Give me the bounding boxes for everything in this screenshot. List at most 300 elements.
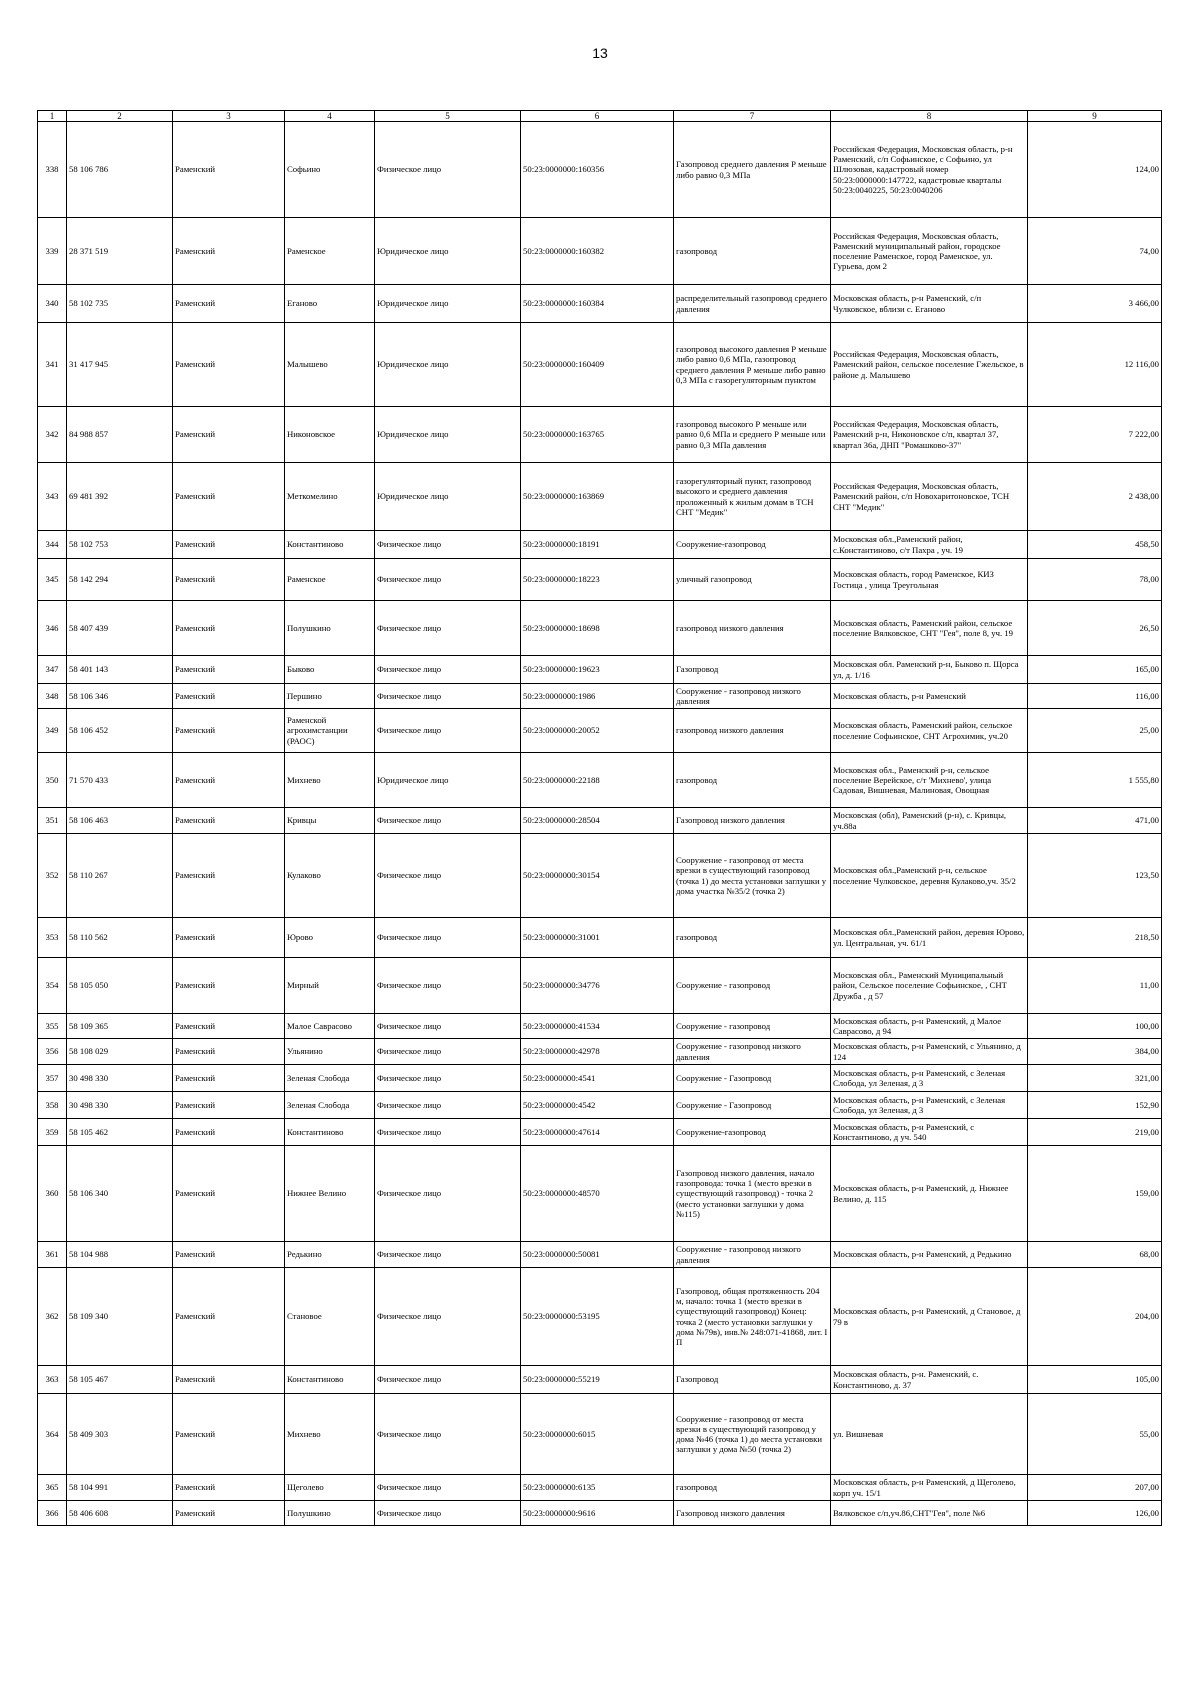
table-cell-col5: Физическое лицо — [375, 1065, 521, 1092]
table-cell-col9: 116,00 — [1028, 684, 1162, 709]
table-cell-col1: 341 — [38, 323, 67, 407]
table-cell-col7: Газопровод среднего давления Р меньше либо равно 0,3 МПа — [674, 122, 831, 218]
table-cell-col8: Московская область, город Раменское, КИЗ Гостица , улица Треугольная — [831, 559, 1028, 601]
table-cell-col9: 55,00 — [1028, 1394, 1162, 1475]
table-cell-col3: Раменский — [173, 834, 285, 918]
table-row — [38, 1014, 1162, 1039]
table-cell-col5: Физическое лицо — [375, 601, 521, 656]
table-cell-col5: Физическое лицо — [375, 1039, 521, 1065]
table-cell-col4: Быково — [285, 656, 375, 684]
table-cell-col6: 50:23:0000000:48570 — [521, 1146, 674, 1242]
registry-table — [37, 110, 1162, 1526]
table-cell-col3: Раменский — [173, 323, 285, 407]
table-cell-col1: 349 — [38, 709, 67, 753]
table-cell-col8: Вялковское с/п,уч.86,СНТ"Гея", поле №6 — [831, 1501, 1028, 1526]
table-cell-col2: 58 406 608 — [67, 1501, 173, 1526]
table-cell-col5: Юридическое лицо — [375, 407, 521, 463]
table-cell-col7: Сооружение - газопровод низкого давления — [674, 684, 831, 709]
table-cell-col3: Раменский — [173, 1039, 285, 1065]
table-cell-col5: Физическое лицо — [375, 1475, 521, 1501]
table-cell-col7: газопровод низкого давления — [674, 601, 831, 656]
table-cell-col9: 124,00 — [1028, 122, 1162, 218]
table-row — [38, 1039, 1162, 1065]
table-cell-col9: 12 116,00 — [1028, 323, 1162, 407]
table-cell-col7: Сооружение - Газопровод — [674, 1065, 831, 1092]
table-cell-col5: Физическое лицо — [375, 1394, 521, 1475]
table-cell-col8: Московская (обл), Раменский (р-н), с. Кривцы, уч.88а — [831, 808, 1028, 834]
table-cell-col9: 2 438,00 — [1028, 463, 1162, 531]
table-cell-col2: 58 105 050 — [67, 958, 173, 1014]
table-cell-col1: 357 — [38, 1065, 67, 1092]
table-cell-col2: 31 417 945 — [67, 323, 173, 407]
table-cell-col8: Московская область, р-н Раменский, с/п Чулковское, вблизи с. Еганово — [831, 285, 1028, 323]
table-cell-col5: Юридическое лицо — [375, 285, 521, 323]
table-row — [38, 218, 1162, 285]
table-cell-col4: Мирный — [285, 958, 375, 1014]
table-cell-col5: Физическое лицо — [375, 1268, 521, 1366]
table-cell-col2: 58 105 467 — [67, 1366, 173, 1394]
table-cell-col8: Московская область, Раменский район, сельское поселение Софьинское, СНТ Агрохимик, уч.20 — [831, 709, 1028, 753]
table-cell-col7: газопровод высокого Р меньше или равно 0,6 МПа и среднего Р меньше или равно 0,3 МПа давления — [674, 407, 831, 463]
table-cell-col5: Юридическое лицо — [375, 753, 521, 808]
table-cell-col7: газопровод — [674, 918, 831, 958]
table-cell-col2: 58 109 340 — [67, 1268, 173, 1366]
table-cell-col1: 353 — [38, 918, 67, 958]
table-cell-col6: 50:23:0000000:160356 — [521, 122, 674, 218]
table-cell-col5: Физическое лицо — [375, 834, 521, 918]
table-cell-col9: 126,00 — [1028, 1501, 1162, 1526]
table-cell-col8: Московская обл.,Раменский район, деревня Юрово, ул. Центральная, уч. 61/1 — [831, 918, 1028, 958]
table-row — [38, 1146, 1162, 1242]
table-cell-col1: 344 — [38, 531, 67, 559]
table-cell-col1: 343 — [38, 463, 67, 531]
table-row — [38, 323, 1162, 407]
table-cell-col6: 50:23:0000000:163869 — [521, 463, 674, 531]
table-cell-col8: Московская область, р-н Раменский — [831, 684, 1028, 709]
table-cell-col9: 1 555,80 — [1028, 753, 1162, 808]
table-cell-col7: Газопровод низкого давления — [674, 1501, 831, 1526]
table-cell-col7: газопровод — [674, 218, 831, 285]
table-row — [38, 463, 1162, 531]
table-cell-col1: 350 — [38, 753, 67, 808]
table-cell-col5: Юридическое лицо — [375, 463, 521, 531]
table-cell-col5: Физическое лицо — [375, 1146, 521, 1242]
column-header-8: 8 — [831, 111, 1028, 122]
table-cell-col7: газорегуляторный пункт, газопровод высокого и среднего давления проложенный к жилым домам в ТСН СНТ "Медик" — [674, 463, 831, 531]
table-cell-col6: 50:23:0000000:18223 — [521, 559, 674, 601]
table-cell-col4: Зеленая Слобода — [285, 1092, 375, 1119]
table-cell-col4: Першино — [285, 684, 375, 709]
table-cell-col6: 50:23:0000000:6015 — [521, 1394, 674, 1475]
table-cell-col1: 346 — [38, 601, 67, 656]
table-cell-col1: 342 — [38, 407, 67, 463]
column-header-9: 9 — [1028, 111, 1162, 122]
table-cell-col4: Константиново — [285, 1119, 375, 1146]
table-cell-col5: Физическое лицо — [375, 531, 521, 559]
table-cell-col3: Раменский — [173, 808, 285, 834]
table-cell-col2: 58 106 786 — [67, 122, 173, 218]
table-cell-col9: 68,00 — [1028, 1242, 1162, 1268]
table-cell-col2: 84 988 857 — [67, 407, 173, 463]
table-cell-col4: Кулаково — [285, 834, 375, 918]
table-cell-col8: Российская Федерация, Московская область, Раменский р-н, Никоновское с/п, квартал 37, квартал 36а, ДНП "Ромашково-37" — [831, 407, 1028, 463]
table-cell-col1: 339 — [38, 218, 67, 285]
table-cell-col4: Михнево — [285, 1394, 375, 1475]
table-cell-col1: 340 — [38, 285, 67, 323]
table-cell-col1: 360 — [38, 1146, 67, 1242]
table-cell-col7: Сооружение - газопровод низкого давления — [674, 1242, 831, 1268]
table-cell-col6: 50:23:0000000:31001 — [521, 918, 674, 958]
table-row — [38, 601, 1162, 656]
table-cell-col9: 7 222,00 — [1028, 407, 1162, 463]
table-cell-col9: 25,00 — [1028, 709, 1162, 753]
table-cell-col5: Физическое лицо — [375, 1092, 521, 1119]
table-cell-col9: 159,00 — [1028, 1146, 1162, 1242]
table-cell-col1: 361 — [38, 1242, 67, 1268]
table-cell-col2: 58 401 143 — [67, 656, 173, 684]
table-cell-col4: Становое — [285, 1268, 375, 1366]
table-cell-col6: 50:23:0000000:9616 — [521, 1501, 674, 1526]
table-cell-col9: 219,00 — [1028, 1119, 1162, 1146]
table-cell-col3: Раменский — [173, 1394, 285, 1475]
table-cell-col3: Раменский — [173, 1119, 285, 1146]
table-cell-col2: 58 110 562 — [67, 918, 173, 958]
table-cell-col9: 384,00 — [1028, 1039, 1162, 1065]
table-cell-col4: Юрово — [285, 918, 375, 958]
table-cell-col7: Газопровод низкого давления — [674, 808, 831, 834]
table-cell-col2: 69 481 392 — [67, 463, 173, 531]
table-cell-col3: Раменский — [173, 285, 285, 323]
table-cell-col6: 50:23:0000000:160409 — [521, 323, 674, 407]
table-cell-col9: 26,50 — [1028, 601, 1162, 656]
table-cell-col4: Редькино — [285, 1242, 375, 1268]
table-cell-col9: 458,50 — [1028, 531, 1162, 559]
table-cell-col1: 356 — [38, 1039, 67, 1065]
table-cell-col6: 50:23:0000000:41534 — [521, 1014, 674, 1039]
table-cell-col3: Раменский — [173, 1014, 285, 1039]
table-cell-col3: Раменский — [173, 463, 285, 531]
column-header-3: 3 — [173, 111, 285, 122]
table-cell-col9: 165,00 — [1028, 656, 1162, 684]
table-cell-col8: Российская Федерация, Московская область, Раменский район, сельское поселение Гжельское, в районе д. Малышево — [831, 323, 1028, 407]
table-cell-col8: Московская область, р-н Раменский, д Редькино — [831, 1242, 1028, 1268]
table-cell-col7: Сооружение-газопровод — [674, 531, 831, 559]
table-row — [38, 1065, 1162, 1092]
table-cell-col6: 50:23:0000000:6135 — [521, 1475, 674, 1501]
table-cell-col5: Физическое лицо — [375, 1366, 521, 1394]
table-cell-col9: 218,50 — [1028, 918, 1162, 958]
table-cell-col4: Михнево — [285, 753, 375, 808]
table-cell-col7: Сооружение - газопровод от места врезки в существующий газопровод у дома №46 (точка 1) до места установки заглушки у дома №50 (точка 2) — [674, 1394, 831, 1475]
table-cell-col3: Раменский — [173, 531, 285, 559]
table-row — [38, 656, 1162, 684]
table-row — [38, 684, 1162, 709]
table-cell-col5: Физическое лицо — [375, 709, 521, 753]
table-cell-col7: Сооружение - газопровод от места врезки в существующий газопровод (точка 1) до места установки заглушки у дома участка №35/2 (точка 2) — [674, 834, 831, 918]
table-cell-col2: 58 104 988 — [67, 1242, 173, 1268]
table-cell-col8: Московская область, р-н Раменский, с Зеленая Слобода, ул Зеленая, д 3 — [831, 1092, 1028, 1119]
table-row — [38, 1119, 1162, 1146]
table-cell-col5: Физическое лицо — [375, 122, 521, 218]
table-cell-col7: Сооружение - Газопровод — [674, 1092, 831, 1119]
table-cell-col3: Раменский — [173, 601, 285, 656]
table-cell-col6: 50:23:0000000:20052 — [521, 709, 674, 753]
table-cell-col4: Малое Саврасово — [285, 1014, 375, 1039]
table-cell-col3: Раменский — [173, 684, 285, 709]
table-cell-col3: Раменский — [173, 1475, 285, 1501]
table-cell-col1: 355 — [38, 1014, 67, 1039]
table-cell-col2: 58 106 346 — [67, 684, 173, 709]
table-row — [38, 122, 1162, 218]
table-cell-col8: ул. Вишневая — [831, 1394, 1028, 1475]
table-cell-col3: Раменский — [173, 958, 285, 1014]
table-cell-col9: 11,00 — [1028, 958, 1162, 1014]
table-cell-col8: Московская обл., Раменский Муниципальный район, Сельское поселение Софьинское, , СНТ Дружба , д 57 — [831, 958, 1028, 1014]
table-cell-col8: Московская область, р-н Раменский, д Щеголево, корп уч. 15/1 — [831, 1475, 1028, 1501]
table-cell-col6: 50:23:0000000:163765 — [521, 407, 674, 463]
table-cell-col1: 348 — [38, 684, 67, 709]
table-cell-col7: газопровод низкого давления — [674, 709, 831, 753]
table-row — [38, 918, 1162, 958]
table-row — [38, 1092, 1162, 1119]
table-cell-col5: Физическое лицо — [375, 559, 521, 601]
table-cell-col8: Московская область, р-н Раменский, с Ульянино, д 124 — [831, 1039, 1028, 1065]
table-cell-col3: Раменский — [173, 1268, 285, 1366]
column-header-1: 1 — [38, 111, 67, 122]
table-cell-col9: 78,00 — [1028, 559, 1162, 601]
table-row — [38, 285, 1162, 323]
table-cell-col3: Раменский — [173, 1242, 285, 1268]
table-cell-col3: Раменский — [173, 709, 285, 753]
table-cell-col3: Раменский — [173, 559, 285, 601]
table-cell-col4: Ульянино — [285, 1039, 375, 1065]
table-cell-col5: Физическое лицо — [375, 808, 521, 834]
table-cell-col2: 58 102 753 — [67, 531, 173, 559]
table-cell-col6: 50:23:0000000:47614 — [521, 1119, 674, 1146]
table-cell-col5: Физическое лицо — [375, 1242, 521, 1268]
table-cell-col1: 338 — [38, 122, 67, 218]
table-cell-col5: Физическое лицо — [375, 958, 521, 1014]
table-cell-col9: 321,00 — [1028, 1065, 1162, 1092]
table-cell-col2: 58 105 462 — [67, 1119, 173, 1146]
table-cell-col7: Газопровод, общая протяженность 204 м, начало: точка 1 (место врезки в существующий газопровод) Конец: точка 2 (место установки заглушки у дома №79в), инв.№ 248:071-41868, лит. I П — [674, 1268, 831, 1366]
table-cell-col1: 359 — [38, 1119, 67, 1146]
table-cell-col2: 58 102 735 — [67, 285, 173, 323]
table-cell-col4: Нижнее Велино — [285, 1146, 375, 1242]
table-cell-col5: Физическое лицо — [375, 918, 521, 958]
table-row — [38, 407, 1162, 463]
table-cell-col4: Меткомелино — [285, 463, 375, 531]
table-cell-col7: Газопровод — [674, 656, 831, 684]
table-cell-col3: Раменский — [173, 1065, 285, 1092]
table-cell-col7: газопровод — [674, 753, 831, 808]
table-cell-col5: Юридическое лицо — [375, 218, 521, 285]
table-cell-col4: Еганово — [285, 285, 375, 323]
table-cell-col4: Никоновское — [285, 407, 375, 463]
table-cell-col2: 58 108 029 — [67, 1039, 173, 1065]
table-cell-col6: 50:23:0000000:28504 — [521, 808, 674, 834]
table-cell-col9: 3 466,00 — [1028, 285, 1162, 323]
column-header-5: 5 — [375, 111, 521, 122]
table-cell-col8: Московская обл.,Раменский район, с.Константиново, с/т Пахра , уч. 19 — [831, 531, 1028, 559]
table-cell-col6: 50:23:0000000:18191 — [521, 531, 674, 559]
table-cell-col3: Раменский — [173, 218, 285, 285]
table-cell-col8: Московская обл. Раменский р-н, Быково п. Щорса ул, д. 1/16 — [831, 656, 1028, 684]
table-cell-col2: 58 106 340 — [67, 1146, 173, 1242]
column-header-6: 6 — [521, 111, 674, 122]
table-cell-col6: 50:23:0000000:34776 — [521, 958, 674, 1014]
table-cell-col1: 347 — [38, 656, 67, 684]
table-cell-col4: Константиново — [285, 531, 375, 559]
table-cell-col1: 366 — [38, 1501, 67, 1526]
table-cell-col8: Российская Федерация, Московская область, Раменский муниципальный район, городское поселение Раменское, город Раменское, ул. Гурьева, дом 2 — [831, 218, 1028, 285]
table-cell-col6: 50:23:0000000:18698 — [521, 601, 674, 656]
table-cell-col6: 50:23:0000000:30154 — [521, 834, 674, 918]
table-cell-col9: 204,00 — [1028, 1268, 1162, 1366]
table-cell-col1: 365 — [38, 1475, 67, 1501]
table-cell-col6: 50:23:0000000:1986 — [521, 684, 674, 709]
table-cell-col7: Сооружение - газопровод — [674, 1014, 831, 1039]
table-cell-col2: 58 110 267 — [67, 834, 173, 918]
table-cell-col4: Кривцы — [285, 808, 375, 834]
table-cell-col4: Раменское — [285, 559, 375, 601]
table-row — [38, 709, 1162, 753]
header-row — [38, 111, 1162, 122]
table-cell-col4: Софьино — [285, 122, 375, 218]
table-row — [38, 808, 1162, 834]
table-cell-col8: Московская обл.,Раменский р-н, сельское поселение Чулковское, деревня Кулаково,уч. 35/2 — [831, 834, 1028, 918]
table-cell-col6: 50:23:0000000:160384 — [521, 285, 674, 323]
table-cell-col1: 345 — [38, 559, 67, 601]
table-cell-col2: 58 106 463 — [67, 808, 173, 834]
column-header-4: 4 — [285, 111, 375, 122]
table-cell-col6: 50:23:0000000:50081 — [521, 1242, 674, 1268]
table-cell-col4: Щеголево — [285, 1475, 375, 1501]
table-cell-col1: 362 — [38, 1268, 67, 1366]
table-row — [38, 1268, 1162, 1366]
table-cell-col5: Физическое лицо — [375, 1501, 521, 1526]
table-cell-col4: Полушкино — [285, 601, 375, 656]
table-cell-col3: Раменский — [173, 122, 285, 218]
table-cell-col6: 50:23:0000000:55219 — [521, 1366, 674, 1394]
table-cell-col7: Сооружение - газопровод — [674, 958, 831, 1014]
table-cell-col7: Сооружение - газопровод низкого давления — [674, 1039, 831, 1065]
table-cell-col9: 123,50 — [1028, 834, 1162, 918]
table-cell-col3: Раменский — [173, 1092, 285, 1119]
page-number: 13 — [592, 45, 608, 61]
table-cell-col7: газопровод — [674, 1475, 831, 1501]
table-cell-col8: Московская область, р-н Раменский, д Становое, д 79 в — [831, 1268, 1028, 1366]
table-cell-col1: 351 — [38, 808, 67, 834]
table-cell-col4: Константиново — [285, 1366, 375, 1394]
table-cell-col6: 50:23:0000000:4541 — [521, 1065, 674, 1092]
table-cell-col8: Московская область, р-н Раменский, д Малое Саврасово, д 94 — [831, 1014, 1028, 1039]
table-cell-col8: Московская область, р-н. Раменский, с. Константиново, д. 37 — [831, 1366, 1028, 1394]
table-cell-col1: 354 — [38, 958, 67, 1014]
table-cell-col8: Московская область, р-н Раменский, д. Нижнее Велино, д. 115 — [831, 1146, 1028, 1242]
table-cell-col2: 71 570 433 — [67, 753, 173, 808]
table-cell-col1: 358 — [38, 1092, 67, 1119]
table-cell-col2: 58 407 439 — [67, 601, 173, 656]
table-cell-col8: Московская область, р-н Раменский, с Зеленая Слобода, ул Зеленая, д 3 — [831, 1065, 1028, 1092]
table-cell-col9: 152,90 — [1028, 1092, 1162, 1119]
table-cell-col3: Раменский — [173, 1366, 285, 1394]
table-cell-col5: Юридическое лицо — [375, 323, 521, 407]
table-cell-col7: Газопровод низкого давления, начало газопровода: точка 1 (место врезки в существующий газопровод) - точка 2 (место установки заглушки у дома №115) — [674, 1146, 831, 1242]
table-row — [38, 1394, 1162, 1475]
table-cell-col8: Российская Федерация, Московская область, р-н Раменский, с/п Софьинское, с Софьино, ул Шлюзовая, кадастровый номер 50:23:0000000:147722, кадастровые кварталы 50:23:0040225, 50:23:0040206 — [831, 122, 1028, 218]
table-row — [38, 1242, 1162, 1268]
table-cell-col3: Раменский — [173, 656, 285, 684]
table-cell-col2: 28 371 519 — [67, 218, 173, 285]
table-cell-col9: 105,00 — [1028, 1366, 1162, 1394]
table-cell-col6: 50:23:0000000:53195 — [521, 1268, 674, 1366]
table-cell-col3: Раменский — [173, 407, 285, 463]
table-cell-col7: уличный газопровод — [674, 559, 831, 601]
table-cell-col2: 58 106 452 — [67, 709, 173, 753]
table-cell-col6: 50:23:0000000:19623 — [521, 656, 674, 684]
table-row — [38, 1366, 1162, 1394]
table-cell-col5: Физическое лицо — [375, 1014, 521, 1039]
table-row — [38, 834, 1162, 918]
table-cell-col2: 58 142 294 — [67, 559, 173, 601]
table-cell-col3: Раменский — [173, 918, 285, 958]
table-row — [38, 531, 1162, 559]
table-cell-col7: Сооружение-газопровод — [674, 1119, 831, 1146]
table-row — [38, 559, 1162, 601]
table-row — [38, 1501, 1162, 1526]
table-cell-col1: 352 — [38, 834, 67, 918]
table-cell-col9: 100,00 — [1028, 1014, 1162, 1039]
table-cell-col6: 50:23:0000000:22188 — [521, 753, 674, 808]
table-cell-col7: Газопровод — [674, 1366, 831, 1394]
table-cell-col4: Раменской агрохимстанции (РАОС) — [285, 709, 375, 753]
table-cell-col9: 74,00 — [1028, 218, 1162, 285]
table-cell-col4: Полушкино — [285, 1501, 375, 1526]
column-header-7: 7 — [674, 111, 831, 122]
table-cell-col4: Раменское — [285, 218, 375, 285]
table-cell-col8: Российская Федерация, Московская область, Раменский район, с/п Новохаритоновское, ТСН СНТ "Медик" — [831, 463, 1028, 531]
table-cell-col3: Раменский — [173, 753, 285, 808]
table-cell-col1: 364 — [38, 1394, 67, 1475]
table-cell-col5: Физическое лицо — [375, 1119, 521, 1146]
table-cell-col9: 471,00 — [1028, 808, 1162, 834]
table-cell-col8: Московская область, Раменский район, сельское поселение Вялковское, СНТ "Гея", поле 8, уч. 19 — [831, 601, 1028, 656]
table-cell-col3: Раменский — [173, 1146, 285, 1242]
table-cell-col5: Физическое лицо — [375, 656, 521, 684]
table-cell-col8: Московская область, р-н Раменский, с Константиново, д уч. 540 — [831, 1119, 1028, 1146]
table-cell-col4: Малышево — [285, 323, 375, 407]
table-cell-col3: Раменский — [173, 1501, 285, 1526]
table-cell-col7: газопровод высокого давления Р меньше либо равно 0,6 МПа, газопровод среднего давления Р меньше либо равно 0,3 МПа с газорегуляторным пунктом — [674, 323, 831, 407]
column-header-2: 2 — [67, 111, 173, 122]
table-cell-col2: 58 104 991 — [67, 1475, 173, 1501]
table-cell-col7: распределительный газопровод среднего давления — [674, 285, 831, 323]
table-cell-col5: Физическое лицо — [375, 684, 521, 709]
table-cell-col2: 30 498 330 — [67, 1092, 173, 1119]
table-cell-col2: 58 409 303 — [67, 1394, 173, 1475]
table-cell-col2: 58 109 365 — [67, 1014, 173, 1039]
table-row — [38, 958, 1162, 1014]
table-row — [38, 753, 1162, 808]
table-cell-col1: 363 — [38, 1366, 67, 1394]
table-cell-col4: Зеленая Слобода — [285, 1065, 375, 1092]
table-cell-col6: 50:23:0000000:42978 — [521, 1039, 674, 1065]
table-cell-col9: 207,00 — [1028, 1475, 1162, 1501]
table-cell-col6: 50:23:0000000:160382 — [521, 218, 674, 285]
table-cell-col6: 50:23:0000000:4542 — [521, 1092, 674, 1119]
table-cell-col2: 30 498 330 — [67, 1065, 173, 1092]
